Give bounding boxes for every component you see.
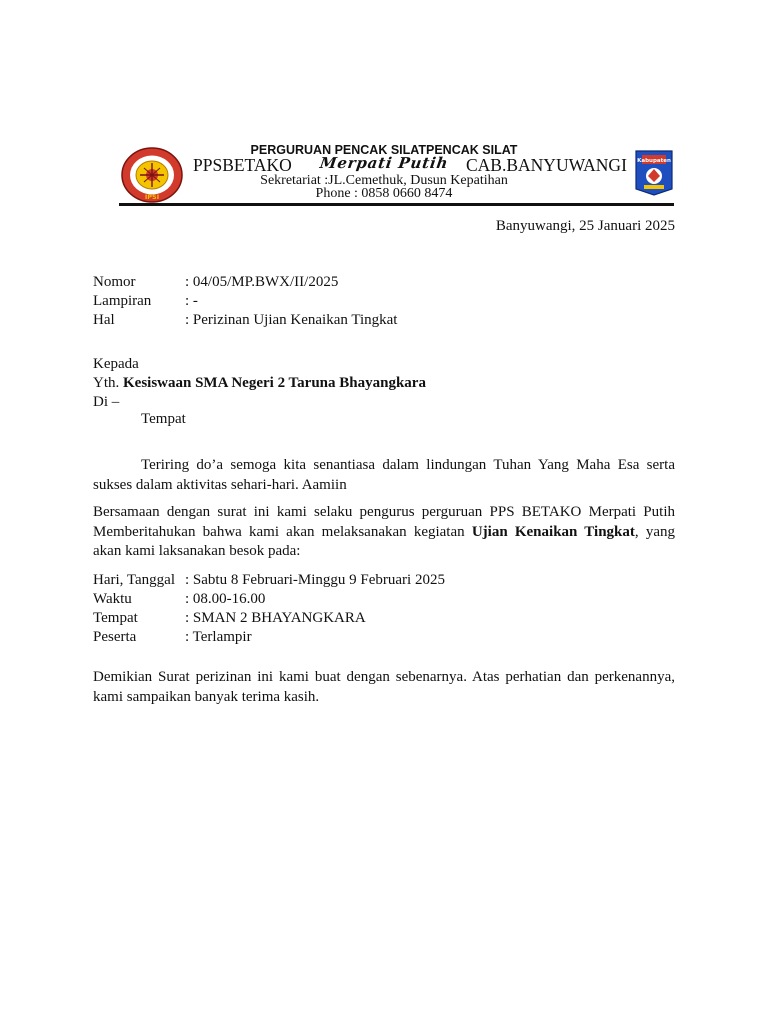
recipient-yth	[93, 375, 426, 392]
detail-key: Peserta	[93, 629, 137, 645]
meta-key: Nomor	[93, 274, 136, 290]
logo-left-text: IPSI	[144, 193, 160, 201]
letter-date: Banyuwangi, 25 Januari 2025	[495, 218, 675, 234]
org-short-name: PPSBETAKO	[193, 155, 292, 175]
detail-value: : Sabtu 8 Februari-Minggu 9 Februari 2025	[185, 572, 445, 588]
meta-value: : 04/05/MP.BWX/II/2025	[185, 274, 339, 290]
recipient-di: Di –	[93, 394, 120, 410]
yth-prefix: Yth.	[93, 375, 123, 391]
meta-value: : Perizinan Ujian Kenaikan Tingkat	[185, 312, 398, 328]
notice-event-name: Ujian Kenaikan Tingkat	[471, 523, 635, 540]
recipient-name: Kesiswaan SMA Negeri 2 Taruna Bhayangkara	[123, 375, 426, 391]
recipient-kepada: Kepada	[93, 356, 139, 372]
logo-right-text: Kabupaten	[637, 158, 671, 164]
phone-line: Phone : 0858 0660 8474	[315, 186, 453, 201]
recipient-place: Tempat	[141, 411, 186, 427]
detail-key: Tempat	[93, 610, 138, 626]
paragraph-closing-text: Demikian Surat perizinan ini kami buat dengan sebenarnya. Atas perhatian dan perkenannya, kami sampaikan banyak terima kasih.	[93, 669, 675, 705]
notice-text-a: Bersamaan dengan surat ini kami selaku pengurus perguruan PPS BETAKO Merpati Putih Memberitahukan bahwa kami akan melaksanakan kegiatan	[93, 504, 675, 540]
brand-name: Merpati Putih	[318, 154, 450, 172]
detail-value: : SMAN 2 BHAYANGKARA	[185, 610, 366, 626]
meta-key: Hal	[93, 312, 115, 328]
notice-text-b: , yang akan kami laksanakan besok pada:	[93, 523, 675, 559]
address-line: Sekretariat :JL.Cemethuk, Dusun Kepatihan	[260, 173, 508, 188]
meta-key: Lampiran	[93, 293, 152, 309]
detail-key: Hari, Tanggal	[93, 572, 175, 588]
paragraph-greeting	[93, 456, 675, 495]
detail-key: Waktu	[93, 591, 132, 607]
org-title: PERGURUAN PENCAK SILATPENCAK SILAT	[250, 143, 518, 157]
letterhead-divider	[119, 203, 674, 206]
branch-name: CAB.BANYUWANGI	[466, 155, 627, 175]
paragraph-closing	[93, 668, 675, 707]
meta-value: : -	[185, 293, 198, 309]
paragraph-greeting-text: Teriring do’a semoga kita senantiasa dalam lindungan Tuhan Yang Maha Esa serta sukses dalam aktivitas sehari-hari. Aamiin	[93, 457, 675, 493]
paragraph-notice-text	[93, 503, 675, 562]
detail-value: : Terlampir	[185, 629, 252, 645]
detail-value: : 08.00-16.00	[185, 591, 266, 607]
paragraph-notice	[93, 503, 675, 562]
